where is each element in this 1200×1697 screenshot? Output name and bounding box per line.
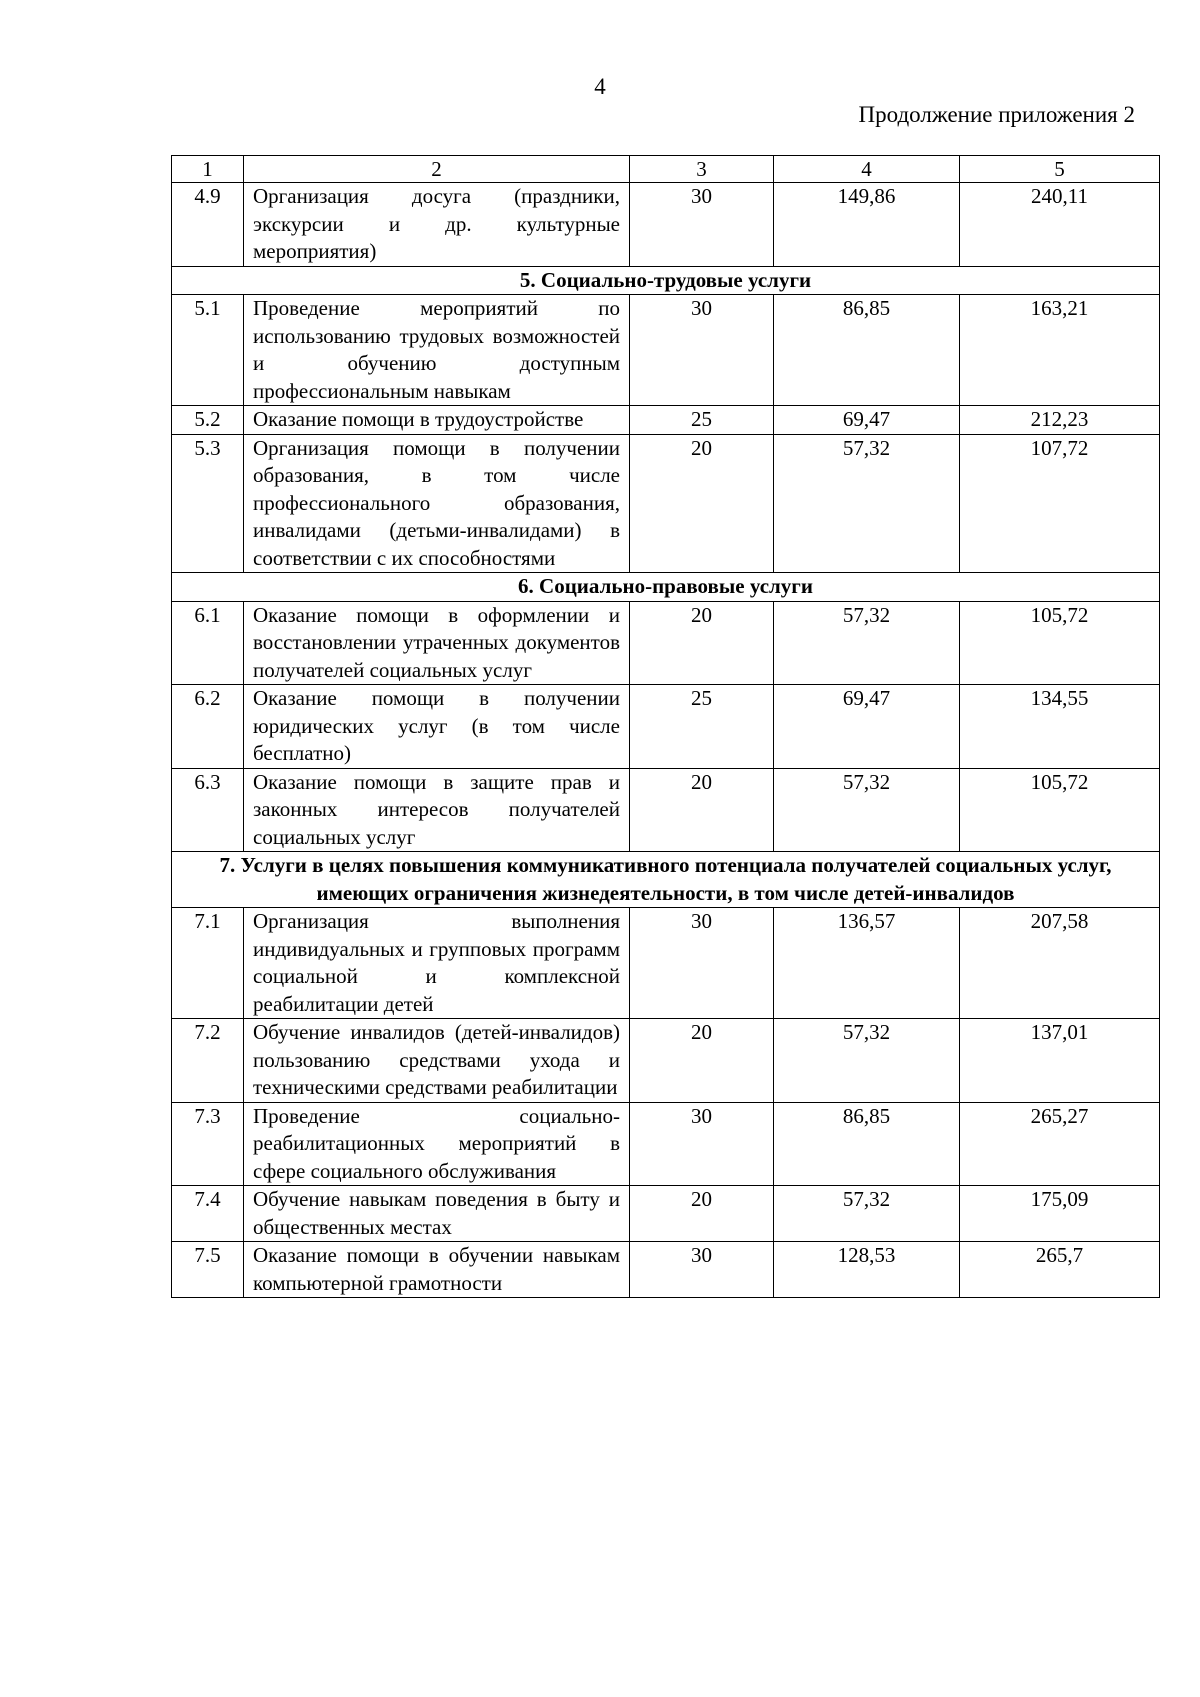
column-5-cell: 240,11 xyxy=(960,183,1160,267)
column-3-cell: 30 xyxy=(630,183,774,267)
row-number-cell: 5.2 xyxy=(172,406,244,435)
row-number-cell: 6.3 xyxy=(172,768,244,852)
column-3-cell: 30 xyxy=(630,1102,774,1186)
service-name-cell: Обучение навыкам поведения в быту и общественных местах xyxy=(244,1186,630,1242)
section-header-row xyxy=(172,852,1160,908)
column-3-cell: 30 xyxy=(630,295,774,406)
column-3-cell: 25 xyxy=(630,685,774,769)
header-cell-3: 3 xyxy=(630,156,774,183)
table-row xyxy=(172,1019,1160,1103)
column-3-cell: 20 xyxy=(630,601,774,685)
appendix-continuation-note: Продолжение приложения 2 xyxy=(858,102,1135,127)
column-5-cell: 265,27 xyxy=(960,1102,1160,1186)
table-row xyxy=(172,434,1160,573)
column-3-cell: 30 xyxy=(630,1242,774,1298)
column-5-cell: 163,21 xyxy=(960,295,1160,406)
row-number-cell: 7.2 xyxy=(172,1019,244,1103)
table-row xyxy=(172,908,1160,1019)
column-5-cell: 134,55 xyxy=(960,685,1160,769)
table-row xyxy=(172,295,1160,406)
column-5-cell: 107,72 xyxy=(960,434,1160,573)
column-5-cell: 105,72 xyxy=(960,601,1160,685)
column-5-cell: 105,72 xyxy=(960,768,1160,852)
column-4-cell: 57,32 xyxy=(774,434,960,573)
row-number-cell: 5.1 xyxy=(172,295,244,406)
section-header-row xyxy=(172,266,1160,295)
column-3-cell: 30 xyxy=(630,908,774,1019)
row-number-cell: 6.2 xyxy=(172,685,244,769)
row-number-cell: 7.4 xyxy=(172,1186,244,1242)
row-number-cell: 5.3 xyxy=(172,434,244,573)
column-5-cell: 265,7 xyxy=(960,1242,1160,1298)
table-row xyxy=(172,1242,1160,1298)
section-title: 7. Услуги в целях повышения коммуникативного потенциала получателей социальных услуг, имеющих ограничения жизнедеятельности, в том числе детей-инвалидов xyxy=(172,852,1160,908)
column-4-cell: 149,86 xyxy=(774,183,960,267)
table-row xyxy=(172,1186,1160,1242)
services-tariff-table xyxy=(171,155,1160,1298)
table-row xyxy=(172,183,1160,267)
table-row xyxy=(172,768,1160,852)
column-4-cell: 57,32 xyxy=(774,768,960,852)
table-header-row xyxy=(172,156,1160,183)
service-name-cell: Организация досуга (праздники, экскурсии и др. культурные мероприятия) xyxy=(244,183,630,267)
table-row xyxy=(172,1102,1160,1186)
column-4-cell: 69,47 xyxy=(774,406,960,435)
service-name-cell: Оказание помощи в обучении навыкам компьютерной грамотности xyxy=(244,1242,630,1298)
header-cell-1: 1 xyxy=(172,156,244,183)
column-4-cell: 57,32 xyxy=(774,1186,960,1242)
row-number-cell: 6.1 xyxy=(172,601,244,685)
service-name-cell: Организация выполнения индивидуальных и групповых программ социальной и комплексной реабилитации детей xyxy=(244,908,630,1019)
column-4-cell: 57,32 xyxy=(774,1019,960,1103)
row-number-cell: 7.3 xyxy=(172,1102,244,1186)
column-3-cell: 20 xyxy=(630,1019,774,1103)
section-title: 6. Социально-правовые услуги xyxy=(172,573,1160,602)
column-4-cell: 86,85 xyxy=(774,295,960,406)
column-5-cell: 175,09 xyxy=(960,1186,1160,1242)
header-cell-5: 5 xyxy=(960,156,1160,183)
table-body xyxy=(172,156,1160,1298)
column-4-cell: 69,47 xyxy=(774,685,960,769)
service-name-cell: Оказание помощи в трудоустройстве xyxy=(244,406,630,435)
column-3-cell: 20 xyxy=(630,1186,774,1242)
row-number-cell: 7.1 xyxy=(172,908,244,1019)
table-row xyxy=(172,406,1160,435)
service-name-cell: Обучение инвалидов (детей-инвалидов) пользованию средствами ухода и техническими средствами реабилитации xyxy=(244,1019,630,1103)
column-5-cell: 137,01 xyxy=(960,1019,1160,1103)
row-number-cell: 4.9 xyxy=(172,183,244,267)
service-name-cell: Организация помощи в получении образования, в том числе профессионального образования, инвалидами (детьми-инвалидами) в соответствии с их способностями xyxy=(244,434,630,573)
column-3-cell: 20 xyxy=(630,768,774,852)
table-row xyxy=(172,601,1160,685)
table-row xyxy=(172,685,1160,769)
column-4-cell: 128,53 xyxy=(774,1242,960,1298)
section-header-row xyxy=(172,573,1160,602)
section-title: 5. Социально-трудовые услуги xyxy=(172,266,1160,295)
column-5-cell: 207,58 xyxy=(960,908,1160,1019)
header-cell-4: 4 xyxy=(774,156,960,183)
service-name-cell: Оказание помощи в защите прав и законных интересов получателей социальных услуг xyxy=(244,768,630,852)
column-4-cell: 86,85 xyxy=(774,1102,960,1186)
column-3-cell: 20 xyxy=(630,434,774,573)
service-name-cell: Проведение мероприятий по использованию трудовых возможностей и обучению доступным профессиональным навыкам xyxy=(244,295,630,406)
service-name-cell: Оказание помощи в получении юридических услуг (в том числе бесплатно) xyxy=(244,685,630,769)
page-number: 4 xyxy=(594,74,606,99)
column-5-cell: 212,23 xyxy=(960,406,1160,435)
column-3-cell: 25 xyxy=(630,406,774,435)
row-number-cell: 7.5 xyxy=(172,1242,244,1298)
service-name-cell: Проведение социально-реабилитационных мероприятий в сфере социального обслуживания xyxy=(244,1102,630,1186)
header-cell-2: 2 xyxy=(244,156,630,183)
service-name-cell: Оказание помощи в оформлении и восстановлении утраченных документов получателей социальных услуг xyxy=(244,601,630,685)
column-4-cell: 57,32 xyxy=(774,601,960,685)
column-4-cell: 136,57 xyxy=(774,908,960,1019)
